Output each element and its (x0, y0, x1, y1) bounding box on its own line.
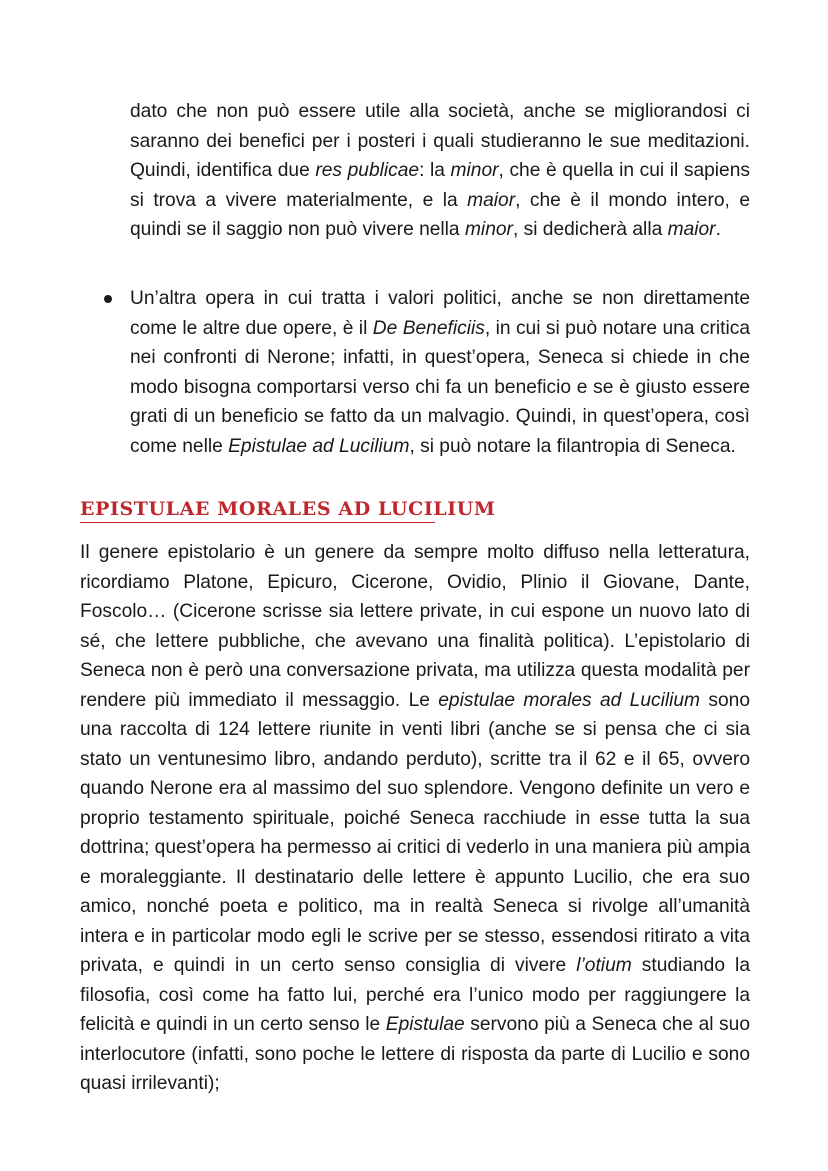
text-run: , in cui si può notare una critica nei confronti di Nerone; infatti, in quest’opera, Seneca si chiede in che modo bisogna comportarsi verso chi fa un beneficio e se è giusto essere grati di un beneficio se fatto da un malvagio. Quindi, in quest’opera, così come nelle (130, 317, 750, 457)
italic-run: minor (464, 219, 513, 240)
text-run: dato che non può essere utile alla società, anche se migliorandosi ci saranno dei benefici per i posteri i quali studieranno le sue meditazioni. Quindi, identifica due (130, 101, 750, 181)
text-run: Un’altra opera in cui tratta i valori politici, anche se non direttamente come le altre due opere, è il (130, 288, 750, 339)
italic-run: minor (450, 160, 499, 181)
italic-run: epistulae morales ad Lucilium (438, 689, 701, 711)
main-text-block (80, 538, 750, 1099)
text-run: , si dedicherà alla (512, 219, 668, 240)
text-run: , che è il mondo intero, e quindi se il saggio non può vivere nella (130, 189, 750, 240)
section-heading: EPISTULAE MORALES AD LUCILIUM (80, 498, 496, 520)
heading-underline (80, 522, 435, 523)
italic-run: maior (667, 219, 716, 240)
text-run: servono più a Seneca che al suo interlocutore (infatti, sono poche le lettere di risposta da parte di Lucilio e sono quasi irrilevanti); (80, 1014, 750, 1094)
italic-run: res publicae (315, 160, 420, 181)
list-item (130, 284, 750, 461)
bullet-paragraph (130, 284, 750, 461)
text-run: , si può notare la filantropia di Seneca. (409, 435, 736, 457)
text-run: sono una raccolta di 124 lettere riunite in venti libri (anche se si pensa che ci sia stato un ventunesimo libro, andando perduto), scritte tra il 62 e il 65, ovvero quando Nerone era al massimo del suo splendore. Vengono definite un vero e proprio testamento spirituale, poiché Seneca racchiude in esse tutta la sua dottrina; quest’opera ha permesso ai critici di vederlo in una maniera più ampia e moraleggiante. Il destinatario delle lettere è appunto Lucilio, che era suo amico, nonché poeta e politico, ma in realtà Seneca si rivolge all’umanità intera e in particolar modo egli le scrive per se stesso, essendosi ritirato a vita privata, e quindi in un certo senso consiglia di vivere (80, 689, 750, 976)
italic-run: Epistulae (385, 1014, 465, 1035)
continuation-paragraph (130, 97, 750, 245)
text-run: , che è quella in cui il sapiens si trova a vivere materialmente, e la (130, 160, 750, 211)
text-run: . (715, 219, 721, 240)
italic-run: maior (467, 189, 516, 211)
text-run: : la (419, 160, 451, 181)
bullet-icon (104, 295, 112, 303)
continuation-block (130, 97, 750, 457)
text-run: Il genere epistolario è un genere da sempre molto diffuso nella letteratura, ricordiamo Platone, Epicuro, Cicerone, Ovidio, Plinio il Giovane, Dante, Foscolo… (Cicerone scrisse sia lettere private, in cui espone un nuovo lato di sé, che lettere pubbliche, che avevano una finalità politica). L’epistolario di Seneca non è però una conversazione privata, ma utilizza questa modalità per rendere più immediato il messaggio. Le (80, 542, 750, 711)
italic-run: l’otium (576, 955, 632, 976)
text-run: studiando la filosofia, così come ha fatto lui, perché era l’unico modo per raggiungere la felicità e quindi in un certo senso le (80, 955, 750, 1035)
main-paragraph (80, 538, 750, 1099)
italic-run: De Beneficiis (372, 317, 485, 339)
italic-run: Epistulae ad Lucilium (228, 435, 410, 457)
